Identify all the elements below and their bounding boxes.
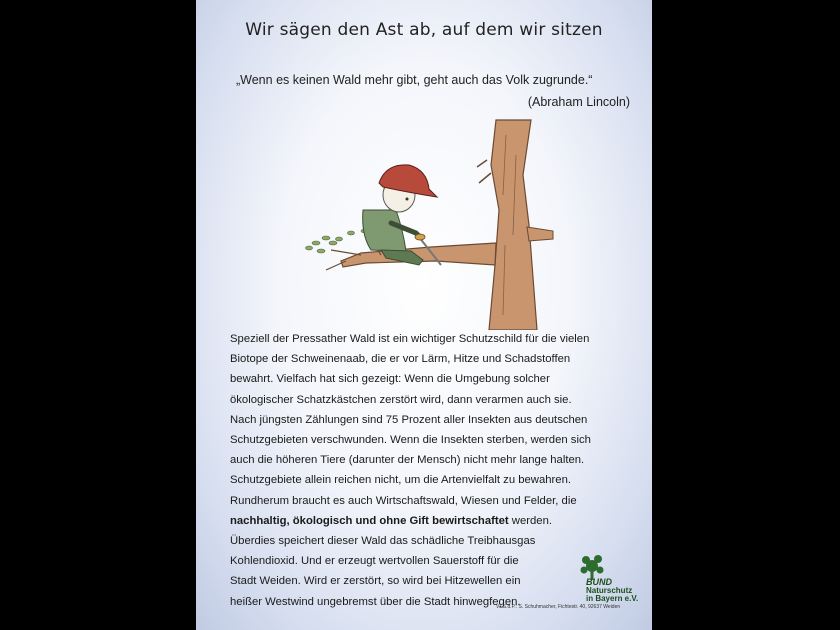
body-line-bold xyxy=(230,511,620,531)
body-text xyxy=(230,329,620,612)
logo-line1: Naturschutz xyxy=(586,585,633,595)
body-line: Biotope der Schweinenaab, die er vor Lärm, Hitze und Schadstoffen xyxy=(230,353,571,366)
body-line: Speziell der Pressather Wald ist ein wichtiger Schutzschild für die vielen xyxy=(230,333,590,345)
quote: „Wenn es keinen Wald mehr gibt, geht auch das Volk zugrunde.“ xyxy=(236,73,593,87)
poster-title: Wir sägen den Ast ab, auf dem wir sitzen xyxy=(245,20,603,40)
body-line: Überdies speichert dieser Wald das schädliche Treibhausgas xyxy=(230,535,536,548)
bold-line-rest: werden. xyxy=(508,514,553,527)
bold-phrase: nachhaltig, ökologisch und ohne Gift bewirtschaftet xyxy=(230,514,509,527)
body-line: Rundherum braucht es auch Wirtschaftswald, Wiesen und Felder, die xyxy=(230,494,577,507)
body-line: Schutzgebiete allein reichen nicht, um die Artenvielfalt zu bewahren. xyxy=(230,474,571,487)
quote-author: (Abraham Lincoln) xyxy=(527,95,630,109)
body-line: heißer Westwind ungebremst über die Stadt hinwegfegen. xyxy=(230,595,521,608)
illustration-man-sawing-branch xyxy=(291,115,571,330)
body-line: Nach jüngsten Zählungen sind 75 Prozent aller Insekten aus deutschen xyxy=(230,413,588,426)
imprint-footer: V.i.S.d.P.: S. Schuhmacher, Fichtestr. 40, 92637 Weiden xyxy=(496,604,621,610)
body-line: ökologischer Schatzkästchen zerstört wird, dann verarmen auch sie. xyxy=(230,393,572,406)
body-line: Kohlendioxid. Und er erzeugt wertvollen Sauerstoff für die xyxy=(230,555,519,568)
logo-line2: in Bayern e.V. xyxy=(586,594,639,603)
logo-brand: BUND xyxy=(586,577,612,587)
body-line: auch die höheren Tiere (darunter der Mensch) nicht mehr lange halten. xyxy=(230,454,585,467)
man-body xyxy=(363,210,406,251)
body-line: Schutzgebieten verschwunden. Wenn die Insekten sterben, werden sich xyxy=(230,434,591,447)
body-line: bewahrt. Vielfach hat sich gezeigt: Wenn die Umgebung solcher xyxy=(230,373,550,386)
poster xyxy=(196,0,652,630)
body-line: Stadt Weiden. Wird er zerstört, so wird bei Hitzewellen ein xyxy=(230,575,521,588)
bund-logo-text xyxy=(586,578,638,604)
